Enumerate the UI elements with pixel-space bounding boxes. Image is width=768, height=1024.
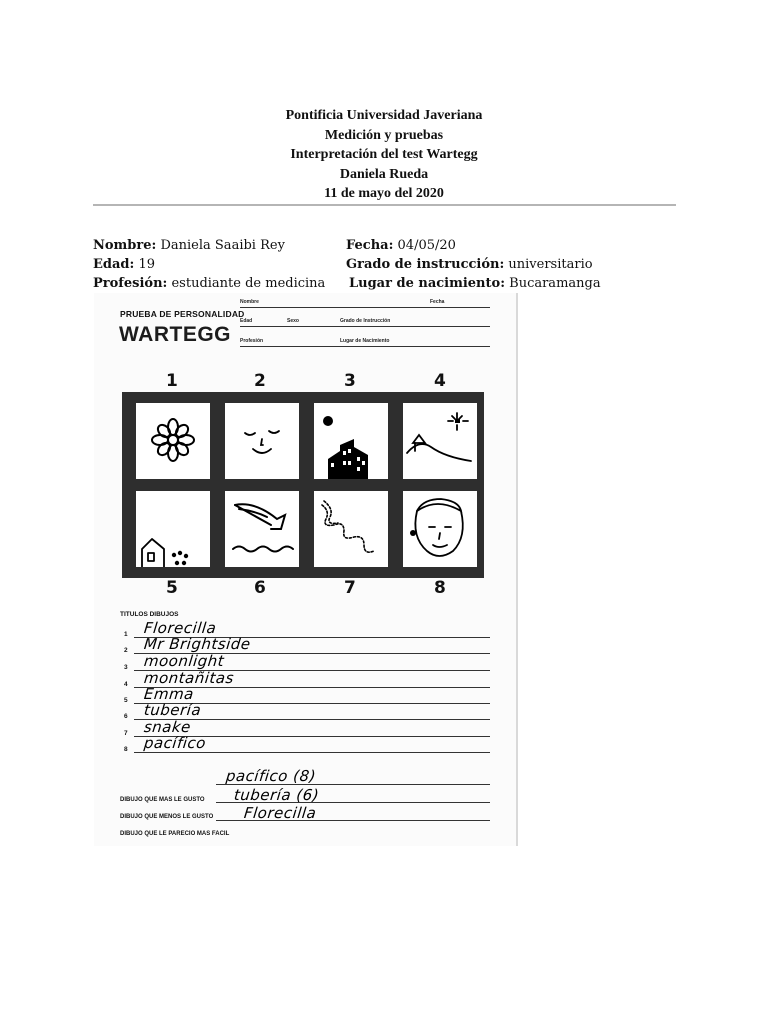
form-edad-label: Edad: [240, 318, 253, 324]
document-date: 11 de mayo del 2020: [324, 186, 444, 201]
drawing-grid: [122, 392, 484, 578]
title-row-number: 2: [124, 647, 128, 654]
smiley-face-icon: [225, 403, 299, 479]
form-profesion-label: Profesión: [240, 338, 264, 344]
form-line-1: [240, 307, 490, 308]
hills-icon: [403, 403, 477, 479]
drawing-5-house: [136, 491, 210, 567]
title-row-text: tubería: [143, 701, 203, 719]
title-row-text: Florecilla: [143, 619, 218, 637]
title-row-number: 4: [124, 681, 128, 688]
titulos-label: TITULOS DIBUJOS: [120, 611, 179, 618]
title-row-line: [134, 752, 490, 753]
title-row-number: 1: [124, 631, 128, 638]
flower-icon: [136, 403, 210, 479]
question-answer: tubería (6): [233, 786, 321, 804]
scan-edge: [516, 293, 518, 846]
title-row-number: 6: [124, 713, 128, 720]
fecha-field: [346, 237, 456, 255]
question-line: [216, 802, 490, 803]
author-name: Daniela Rueda: [339, 166, 429, 182]
fecha-value: 04/05/20: [397, 238, 456, 253]
drawing-2-face: [225, 403, 299, 479]
lugar-label: Lugar de nacimiento:: [349, 276, 505, 291]
box-number-7: 7: [344, 578, 356, 598]
profesion-value: estudiante de medicina: [171, 276, 326, 291]
form-line-3: [240, 346, 490, 347]
face-portrait-icon: [403, 491, 477, 567]
form-nombre-label: Nombre: [240, 299, 259, 305]
grado-value: universitario: [508, 257, 593, 272]
university-name: Pontificia Universidad Javeriana: [285, 108, 483, 123]
house-icon: [136, 491, 210, 567]
title-row-number: 7: [124, 730, 128, 737]
form-line-2: [240, 326, 490, 327]
question-line: [216, 820, 490, 821]
grado-field: [346, 256, 593, 274]
title-row-number: 5: [124, 697, 128, 704]
question-label: DIBUJO QUE LE PARECIO MAS FACIL: [120, 831, 230, 837]
title-row-text: moonlight: [143, 652, 226, 670]
title-row-number: 3: [124, 664, 128, 671]
form-fecha-label: Fecha: [430, 299, 445, 305]
drawing-6-pipe: [225, 491, 299, 567]
profesion-label: Profesión:: [93, 276, 168, 291]
course-name: Medición y pruebas: [324, 127, 444, 143]
question-label: DIBUJO QUE MAS LE GUSTO: [120, 797, 205, 803]
nombre-field: [93, 237, 285, 255]
box-number-5: 5: [166, 578, 178, 598]
drawing-3-buildings: [314, 403, 388, 479]
edad-label: Edad:: [93, 257, 135, 272]
lugar-field: [349, 275, 601, 293]
document-title: Interpretación del test Wartegg: [290, 147, 478, 162]
question-line: [216, 784, 490, 785]
drawing-4-hills: [403, 403, 477, 479]
form-lugar-label: Lugar de Nacimiento: [340, 338, 390, 344]
box-number-8: 8: [434, 578, 446, 598]
snake-icon: [314, 491, 388, 567]
wartegg-form-scan: [94, 293, 518, 846]
nombre-value: Daniela Saaibi Rey: [160, 238, 285, 253]
drawing-7-snake: [314, 491, 388, 567]
profesion-field: [93, 275, 325, 293]
drawing-8-face: [403, 491, 477, 567]
form-sexo-label: Sexo: [287, 318, 299, 324]
title-row-text: snake: [143, 718, 192, 736]
title-row-text: montañitas: [143, 669, 235, 687]
box-number-3: 3: [344, 371, 356, 391]
fecha-label: Fecha:: [346, 238, 394, 253]
title-row-text: pacífico: [143, 734, 207, 752]
title-row-text: Mr Brightside: [143, 635, 252, 653]
lugar-value: Bucaramanga: [509, 276, 601, 291]
box-number-1: 1: [166, 371, 178, 391]
header-divider: [93, 204, 676, 206]
document-header: [0, 106, 768, 204]
nombre-label: Nombre:: [93, 238, 157, 253]
question-answer: pacífico (8): [225, 767, 317, 785]
box-number-6: 6: [254, 578, 266, 598]
edad-value: 19: [138, 257, 155, 272]
box-number-4: 4: [434, 371, 446, 391]
edad-field: [93, 256, 155, 274]
pipe-icon: [225, 491, 299, 567]
city-buildings-icon: [314, 403, 388, 479]
box-number-2: 2: [254, 371, 266, 391]
drawing-1-flower: [136, 403, 210, 479]
grado-label: Grado de instrucción:: [346, 257, 505, 272]
form-brand: WARTEGG: [119, 323, 231, 346]
question-answer: Florecilla: [243, 804, 318, 822]
title-row-number: 8: [124, 746, 128, 753]
question-label: DIBUJO QUE MENOS LE GUSTO: [120, 814, 214, 820]
form-grado-label: Grado de Instrucción: [340, 318, 391, 324]
form-subtitle: PRUEBA DE PERSONALIDAD: [120, 309, 245, 319]
title-row-text: Emma: [143, 685, 195, 703]
